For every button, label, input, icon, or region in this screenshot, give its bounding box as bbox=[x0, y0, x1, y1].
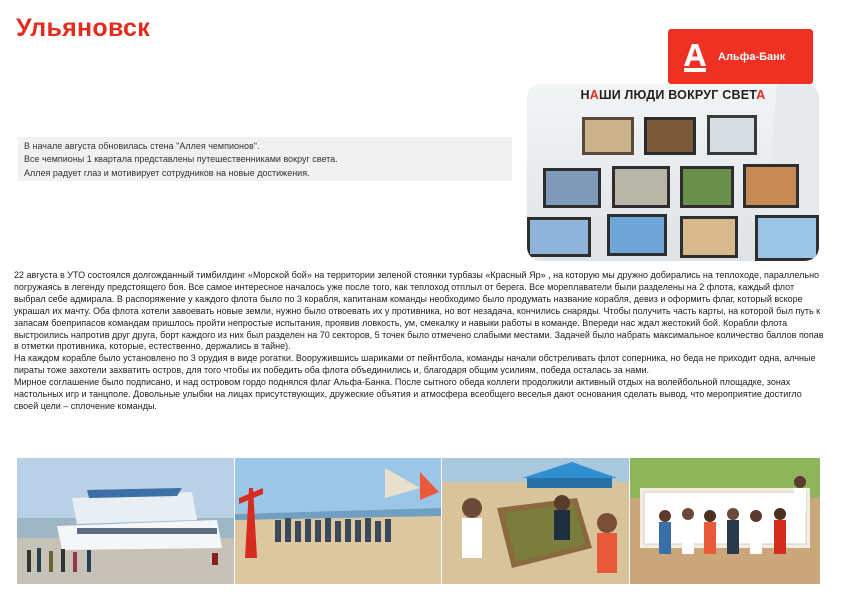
wall-heading: НАШИ ЛЮДИ ВОКРУГ СВЕТА bbox=[580, 88, 766, 102]
intro-line: Все чемпионы 1 квартала представлены путешественниками вокруг света. bbox=[24, 154, 338, 165]
intro-line: В начале августа обновилась стена "Аллея чемпионов". bbox=[24, 141, 260, 151]
article-paragraph: 22 августа в УТО состоялся долгожданный тимбилдинг «Морской бой» на территории зеленой стоянки турбазы «Красный Яр» , на которую мы дружно добирались на теплоходе, параллельно погружаясь в легенду предстоящего боя. Все самое интересное началось уже после того, как теплоход отплыл от берега. Все мореплаватели были разделены на 2 флота, каждый флот выбрал себе адмирала. В распоряжение у каждого флота было по 3 корабля, капитанам команды необходимо было продумать название корабля, девиз и оформить флаг, который вскоре украшал их мачту. Оба флота хотели завоевать новые земли, нужно было отвоевать их у противника, но вот незадача, кончились снаряды. Чтобы получить часть карты, на которой был путь к запасам боеприпасов командам пришлось пройти непростые испытания, проявив ловкость, ум, смекалку и навыки работы в команде. Впереди нас ждал жестокий бой. Корабли флота выстроились напротив друг друга, борт каждого из них был разделен на 70 секторов, 5 точек было отмечено слабыми местами. Задачей было набрать максимальное количество баллов попав в отметки противника, которые, естественно, держались в тайне). bbox=[14, 270, 824, 352]
article-text bbox=[14, 270, 826, 413]
page-title: Ульяновск bbox=[16, 14, 151, 42]
logo-text: Альфа-Банк bbox=[718, 50, 786, 63]
group-photo bbox=[630, 458, 820, 584]
games-photo bbox=[442, 458, 629, 584]
alfa-a-logo-icon bbox=[682, 41, 708, 73]
article-paragraph: Мирное соглашение было подписано, и над островом гордо поднялся флаг Альфа-Банка. После сытного обеда коллеги продолжили активный отдых на волейбольной площадке, зонах настольных игр и танцполе. Довольные улыбки на лицах присутствующих, дружеские объятия и атмосфера всеобщего веселья дают основания сделать вывод, что мероприятие достигло своей цели – сплочение команды. bbox=[14, 377, 802, 411]
champions-wall-photo bbox=[527, 84, 819, 261]
intro-text-box bbox=[18, 137, 512, 181]
article-paragraph: На каждом корабле было установлено по 3 орудия в виде рогатки. Вооружившись шариками от пейнтбола, команды начали обстреливать флот соперника, но беда не приходит одна, алчные пираты тоже захотели захватить остров, для того чтобы их победить оба флота объединились и, благодаря общим усилиям, победа осталась за нами. bbox=[14, 353, 816, 376]
intro-line: Аллея радует глаз и мотивирует сотрудников на новые достижения. bbox=[24, 167, 310, 178]
team-line-photo bbox=[235, 458, 441, 584]
alfa-bank-logo bbox=[668, 29, 813, 84]
ship-photo bbox=[17, 458, 234, 584]
